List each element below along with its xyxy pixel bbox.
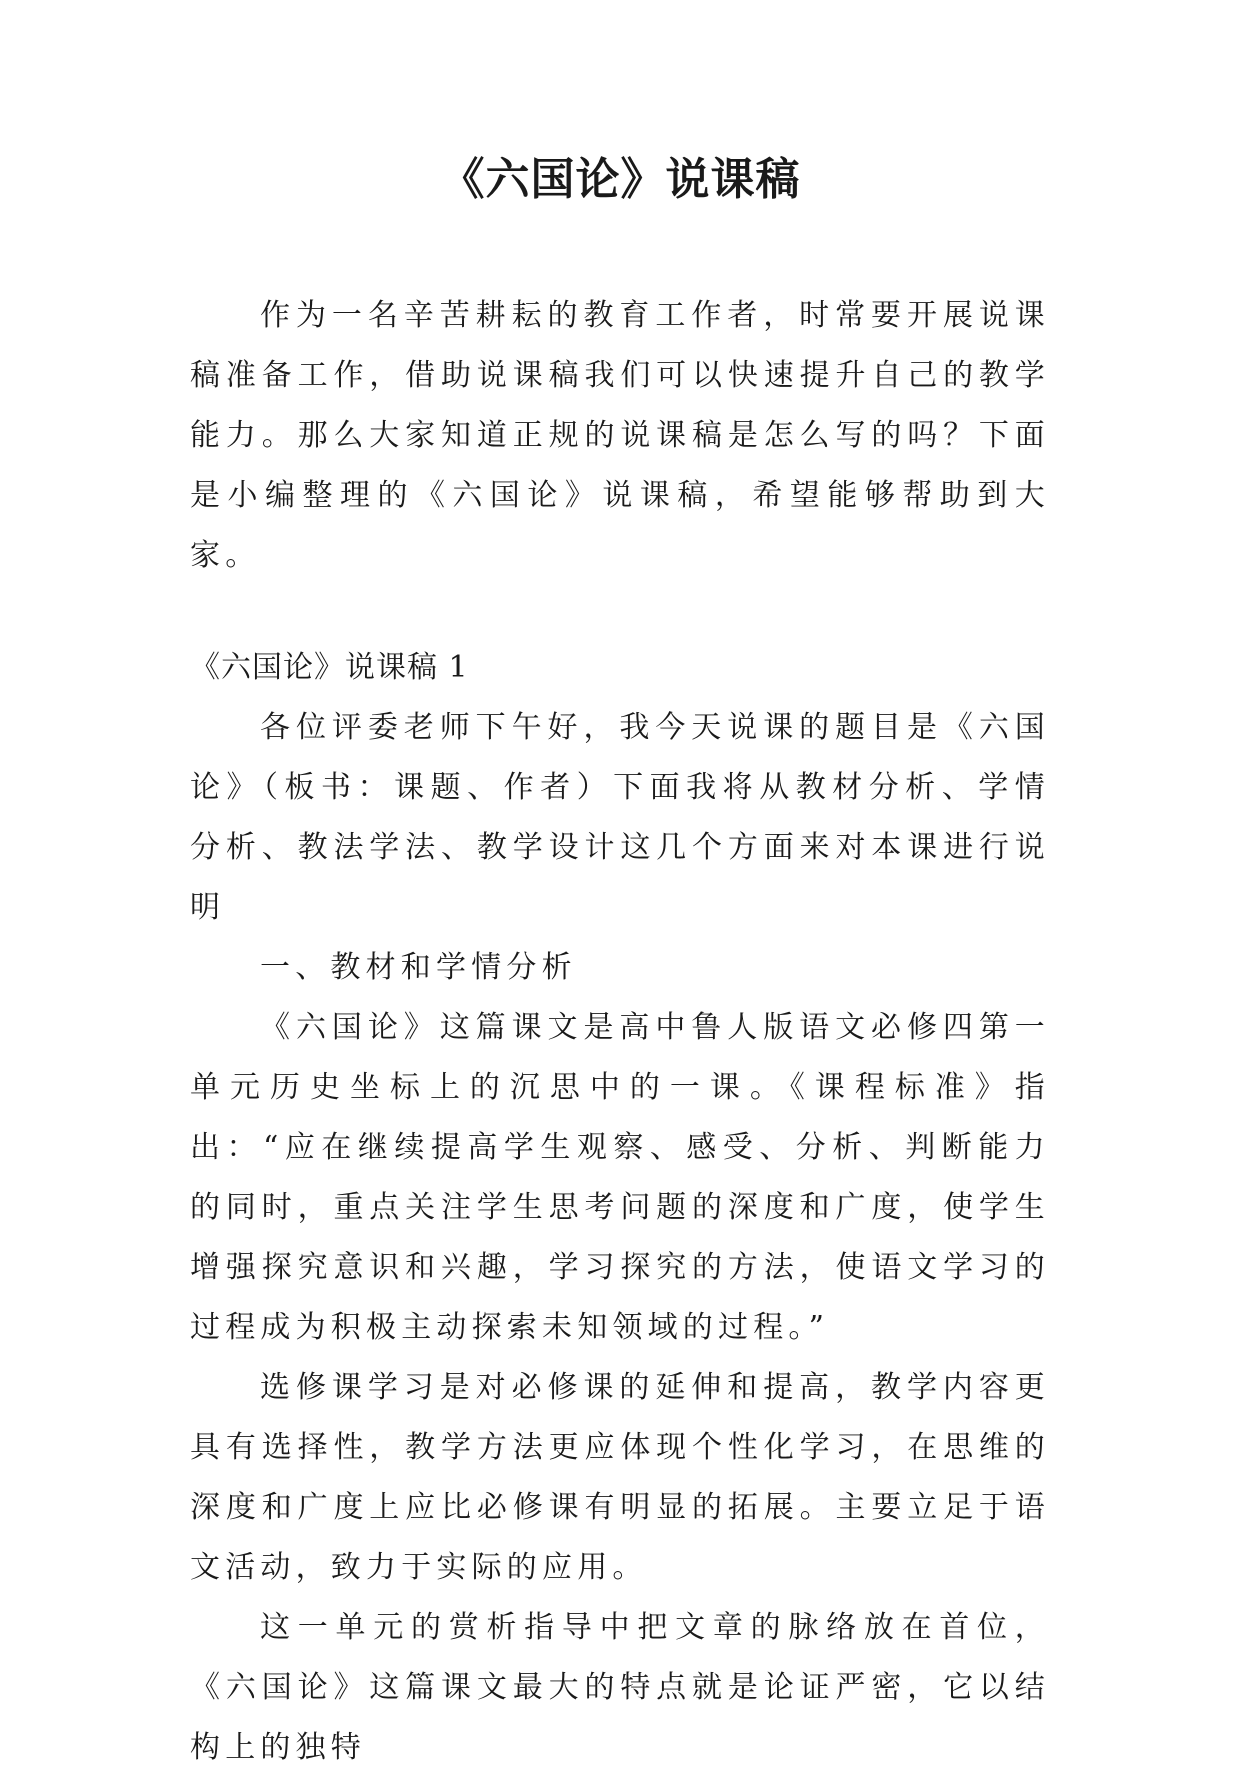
section-title: 《六国论》说课稿 1: [190, 650, 469, 685]
body-paragraph: 《六国论》这篇课文是高中鲁人版语文必修四第一单元历史坐标上的沉思中的一课。《课程标准》指出：“应在继续提高学生观察、感受、分析、判断能力的同时，重点关注学生思考问题的深度和广度，使学生增强探究意识和兴趣，学习探究的方法，使语文学习的过程成为积极主动探索未知领域的过程。”: [190, 1010, 1050, 1345]
intro-paragraph: 作为一名辛苦耕耘的教育工作者，时常要开展说课稿准备工作，借助说课稿我们可以快速提升自己的教学能力。那么大家知道正规的说课稿是怎么写的吗？下面是小编整理的《六国论》说课稿，希望能够帮助到大家。: [190, 298, 1050, 573]
body-paragraph: 这一单元的赏析指导中把文章的脉络放在首位，《六国论》这篇课文最大的特点就是论证严密，它以结构上的独特: [190, 1610, 1050, 1765]
body-paragraph: 各位评委老师下午好，我今天说课的题目是《六国论》（板书：课题、作者）下面我将从教材分析、学情分析、教法学法、教学设计这几个方面来对本课进行说明: [190, 710, 1050, 925]
heading-paragraph: 一、教材和学情分析: [260, 950, 577, 985]
document-title: 《六国论》说课稿: [440, 154, 801, 205]
body-paragraph: 选修课学习是对必修课的延伸和提高，教学内容更具有选择性，教学方法更应体现个性化学习，在思维的深度和广度上应比必修课有明显的拓展。主要立足于语文活动，致力于实际的应用。: [190, 1370, 1050, 1585]
document-body: [190, 286, 1050, 1778]
